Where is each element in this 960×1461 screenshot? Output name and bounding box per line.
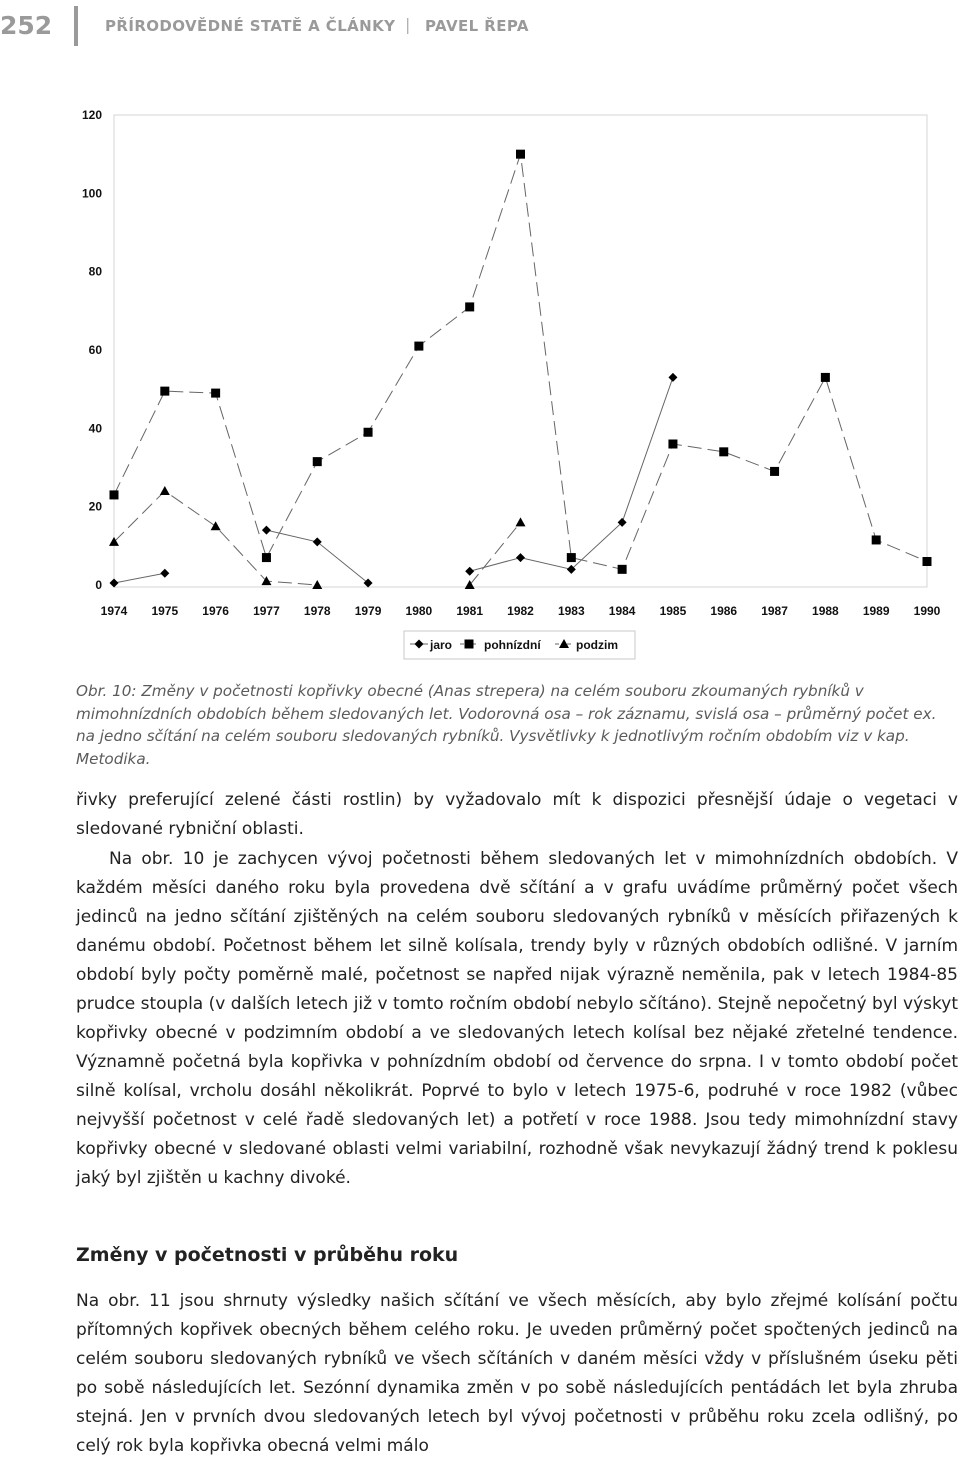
data-point — [923, 557, 932, 566]
series-line — [114, 491, 317, 585]
x-tick-label: 1975 — [151, 604, 179, 618]
y-tick-label: 80 — [88, 264, 102, 279]
body-paragraph-2: Na obr. 10 je zachycen vývoj početnosti během sledovaných let v mimohnízdních obdobích. V každém měsíci daného roku byla provedena dvě sčítání a v grafu uvádíme průměrný počet všech jedinců na jedno sčítání zjištěných na celém souboru sledovaných rybníků v měsících přiřazených k danému období. Početnost během let silně kolísala, trendy byly v různých obdobích odlišné. V jarním období byly počty poměrně malé, početnost se napřed nijak výrazně neměnila, pak v letech 1984-85 prudce stoupla (v dalších letech již v tomto ročním období nebylo sčítáno). Stejně nepočetný byl výskyt kopřivky obecné v podzimním období a ve sledovaných letech kolísal bez nějaké zřetelné tendence. Významně početná byla kopřivka v pohnízdním období od července do srpna. I v tomto období počet silně kolísal, vrcholu dosáhl několikrát. Poprvé to bylo v letech 1975-6, podruhé v roce 1982 (vůbec nejvyšší početnost v celé řadě sledovaných let) a potřetí v roce 1988. Jsou tedy mimohnízdní stavy kopřivky obecné v sledované oblasti velmi variabilní, rozhodně však nevykazují žádný trend k poklesu jaký byl zjištěn u kachny divoké. — [76, 849, 958, 1188]
header-divider-bar — [74, 6, 78, 46]
data-point — [516, 150, 525, 159]
data-point — [110, 490, 119, 499]
data-point — [567, 553, 576, 562]
x-tick-label: 1981 — [456, 604, 484, 618]
x-tick-label: 1982 — [507, 604, 534, 618]
data-point — [719, 447, 728, 456]
data-point — [364, 428, 373, 437]
x-tick-label: 1980 — [405, 604, 433, 618]
plot-area-frame — [114, 115, 927, 587]
series-line — [114, 573, 165, 583]
y-tick-label: 100 — [81, 186, 102, 201]
x-tick-label: 1979 — [354, 604, 382, 618]
legend-label: podzim — [576, 638, 618, 652]
data-point — [160, 387, 169, 396]
data-point — [618, 565, 627, 574]
x-tick-label: 1976 — [202, 604, 229, 618]
series-1 — [110, 373, 678, 588]
data-point — [313, 457, 322, 466]
x-tick-label: 1977 — [253, 604, 280, 618]
data-point — [262, 553, 271, 562]
x-tick-label: 1978 — [303, 604, 331, 618]
data-point — [668, 373, 677, 382]
x-tick-label: 1990 — [913, 604, 941, 618]
series-2 — [110, 150, 932, 574]
x-tick-label: 1984 — [608, 604, 636, 618]
data-point — [516, 553, 525, 562]
series-line — [470, 522, 521, 585]
running-header — [0, 0, 960, 50]
section-heading: Změny v početnosti v průběhu roku — [76, 1244, 459, 1266]
data-point — [770, 467, 779, 476]
y-tick-label: 40 — [88, 421, 102, 436]
y-tick-label: 60 — [88, 343, 102, 357]
legend-label: pohnízdní — [484, 638, 541, 652]
data-point — [414, 342, 423, 351]
data-point — [160, 569, 169, 578]
data-point — [465, 567, 474, 576]
data-point — [110, 579, 119, 588]
x-tick-label: 1974 — [100, 604, 128, 618]
x-tick-label: 1983 — [557, 604, 585, 618]
author-name: PAVEL ŘEPA — [425, 17, 529, 35]
data-point — [160, 486, 170, 495]
data-point — [211, 521, 221, 530]
data-point — [668, 440, 677, 449]
data-point — [821, 373, 830, 382]
series-line — [114, 154, 927, 569]
header-separator: | — [405, 15, 411, 34]
population-chart — [0, 90, 960, 670]
data-point — [516, 517, 526, 526]
data-point — [872, 535, 881, 544]
legend-label: jaro — [430, 638, 453, 652]
x-tick-label: 1986 — [710, 604, 738, 618]
data-point — [465, 302, 474, 311]
data-point — [262, 526, 271, 535]
y-tick-label: 20 — [88, 499, 102, 514]
y-tick-label: 0 — [95, 578, 102, 592]
section-title: PŘÍRODOVĚDNÉ STATĚ A ČLÁNKY — [105, 17, 396, 35]
page-number: 252 — [0, 11, 53, 40]
x-tick-label: 1985 — [659, 604, 687, 618]
series-line — [470, 377, 673, 571]
x-tick-label: 1987 — [761, 604, 788, 618]
x-tick-label: 1988 — [812, 604, 839, 618]
figure-caption: Obr. 10: Změny v početnosti kopřivky obecné (Anas strepera) na celém souboru zkoumaných rybníků v mimohnízdních obdobích během sledovaných let. Vodorovná osa – rok záznamu, svislá osa – průměrný počet ex. na jedno sčítání na celém souboru sledovaných rybníků. Vysvětlivky k jednotlivým ročním obdobím viz v kap. Metodika. — [76, 682, 937, 768]
data-point — [211, 389, 220, 398]
chart-legend — [404, 631, 635, 659]
y-tick-label: 120 — [81, 108, 102, 122]
x-tick-label: 1989 — [862, 604, 890, 618]
body-paragraph-3: Na obr. 11 jsou shrnuty výsledky našich sčítání ve všech měsících, aby bylo zřejmé kolísání počtu přítomných kopřivek obecných během celého roku. Je uveden průměrný počet spočtených jedinců na celém souboru sledovaných rybníků ve všech sčítáních v daném měsíci vždy v příslušném úseku pěti po sobě následujících let. Sezónní dynamika změn v po sobě následujících pentádách let byla zhruba stejná. Jen v prvních dvou sledovaných letech byl vývoj početnosti v průběhu roku zcela odlišný, po celý rok byla kopřivka obecná velmi málo — [76, 1291, 958, 1456]
legend-marker — [465, 640, 474, 649]
body-paragraph-1: řivky preferující zelené části rostlin) by vyžadovalo mít k dispozici přesnější údaje o vegetaci v sledované rybniční oblasti. — [76, 790, 958, 839]
data-point — [312, 580, 322, 589]
